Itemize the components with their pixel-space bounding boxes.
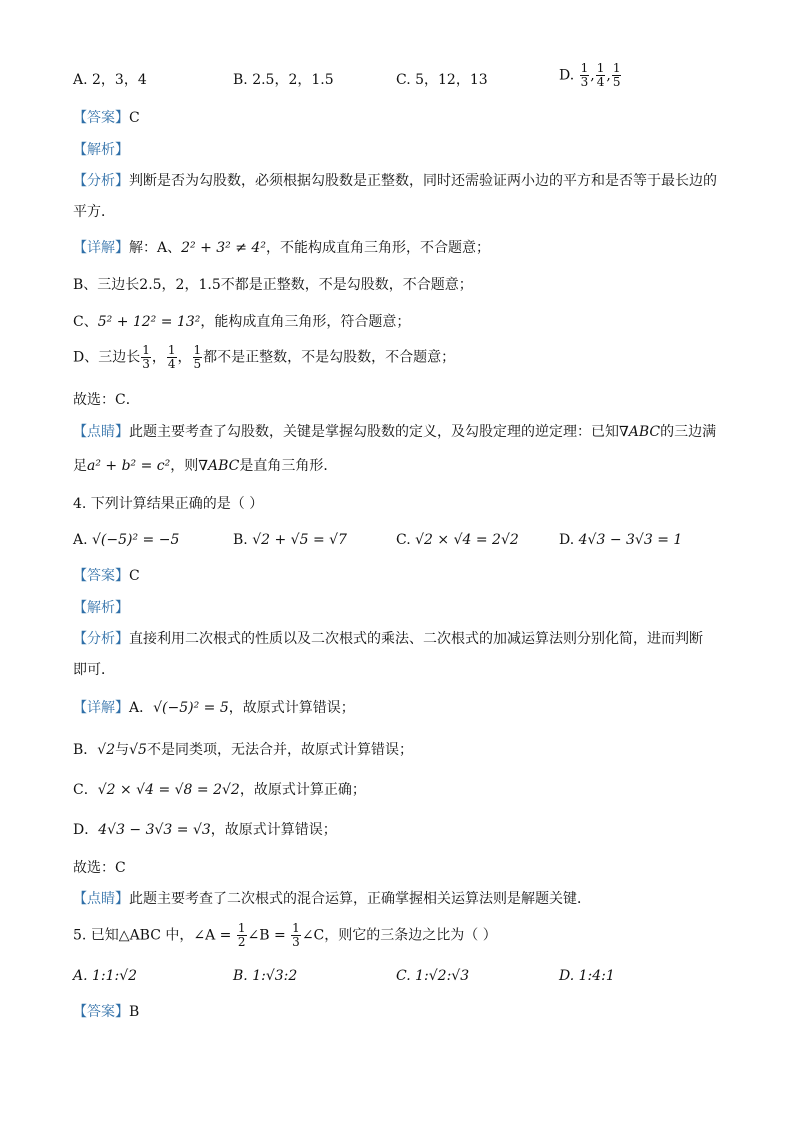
q5-option-d: D. 1:4:1 [559,968,615,984]
fraction-one-half: $\frac{1}{2}$ [237,921,246,949]
q4-option-b: B. √2 + √5 = √7 [233,532,347,548]
q5-option-a: A. 1:1:√2 [73,968,138,984]
q4-xiangjie-b: B．√2与√5不是同类项，无法合并，故原式计算错误； [73,742,413,758]
q3-fenxi-line2: 平方． [73,204,115,220]
fraction-one-third: $\frac{1}{3}$ [292,921,300,949]
fraction-one-third: $\frac{1}{3}$ [142,343,150,371]
q4-stem: 4. 下列计算结果正确的是（ ） [73,496,264,512]
q3-xiangjie-d: D、三边长 $\frac{1}{3}$ ， $\frac{1}{4}$ ， $\frac{1}{5}$ 都不是正整数，不是勾股数，不合题意； [73,343,456,371]
fraction-one-fifth: $\frac{1}{5}$ [612,61,621,89]
q3-guxuan: 故选：C． [73,392,140,408]
q3-option-b: B. 2.5，2，1.5 [233,72,334,88]
fraction-one-fifth: $\frac{1}{5}$ [193,343,202,371]
q3-xiangjie-b: B、三边长2.5，2，1.5不都是正整数，不是勾股数，不合题意； [73,277,473,293]
q4-xiangjie-c: C．√2 × √4 = √8 = 2√2，故原式计算正确； [73,782,366,798]
q4-analysis-heading: 【解析】 [73,600,129,616]
q3-dianjing-line1: 【点睛】此题主要考查了勾股数，关键是掌握勾股数的定义，及勾股定理的逆定理：已知∇ABC的三边满 [73,424,717,440]
q4-answer: 【答案】C [73,568,140,584]
fraction-one-fourth: $\frac{1}{4}$ [167,343,176,371]
q3-options [73,61,723,110]
q3-dianjing-line2: 足a² + b² = c²，则∇ABC是直角三角形． [73,458,338,474]
q3-fenxi-line1: 【分析】判断是否为勾股数，必须根据勾股数是正整数，同时还需验证两小边的平方和是否等于最长边的 [73,173,717,189]
q5-option-b: B. 1:√3:2 [233,968,298,984]
q3-analysis-heading: 【解析】 [73,142,129,158]
q4-dianjing: 【点睛】此题主要考查了二次根式的混合运算，正确掌握相关运算法则是解题关键． [73,891,591,907]
q5-answer: 【答案】B [73,1004,140,1020]
q4-fenxi-line1: 【分析】直接利用二次根式的性质以及二次根式的乘法、二次根式的加减运算法则分别化简，进而判断 [73,631,703,647]
q4-xiangjie-d: D．4√3 − 3√3 = √3，故原式计算错误； [73,822,337,838]
q5-option-c: C. 1:√2:√3 [396,968,470,984]
q4-fenxi-line2: 即可． [73,662,115,678]
q3-xiangjie-a: 【详解】解：A、2² + 3² ≠ 4²，不能构成直角三角形，不合题意； [73,240,490,256]
q3-option-c: C. 5，12，13 [396,72,488,88]
q3-option-d: D. $\frac{1}{3}$ , $\frac{1}{4}$ , $\frac{1}{5}$ [559,61,621,89]
fraction-one-fourth: $\frac{1}{4}$ [596,61,605,89]
q4-option-a: A. √(−5)² = −5 [73,532,180,548]
fraction-one-third: $\frac{1}{3}$ [580,61,589,89]
q3-xiangjie-c: C、5² + 12² = 13²，能构成直角三角形，符合题意； [73,314,411,330]
q4-guxuan: 故选：C [73,860,126,876]
q4-option-d: D. 4√3 − 3√3 = 1 [559,532,683,548]
q4-options [73,530,723,570]
q3-answer: 【答案】C [73,110,140,126]
q4-xiangjie-a: 【详解】A．√(−5)² = 5，故原式计算错误； [73,700,355,716]
q3-option-a: A. 2，3，4 [73,72,147,88]
q5-options [73,966,723,1006]
q5-stem: 5. 已知△ABC 中，∠A = $\frac{1}{2}$ ∠B = $\frac{1}{3}$ ∠C，则它的三条边之比为（ ） [73,921,497,949]
q4-option-c: C. √2 × √4 = 2√2 [396,532,519,548]
